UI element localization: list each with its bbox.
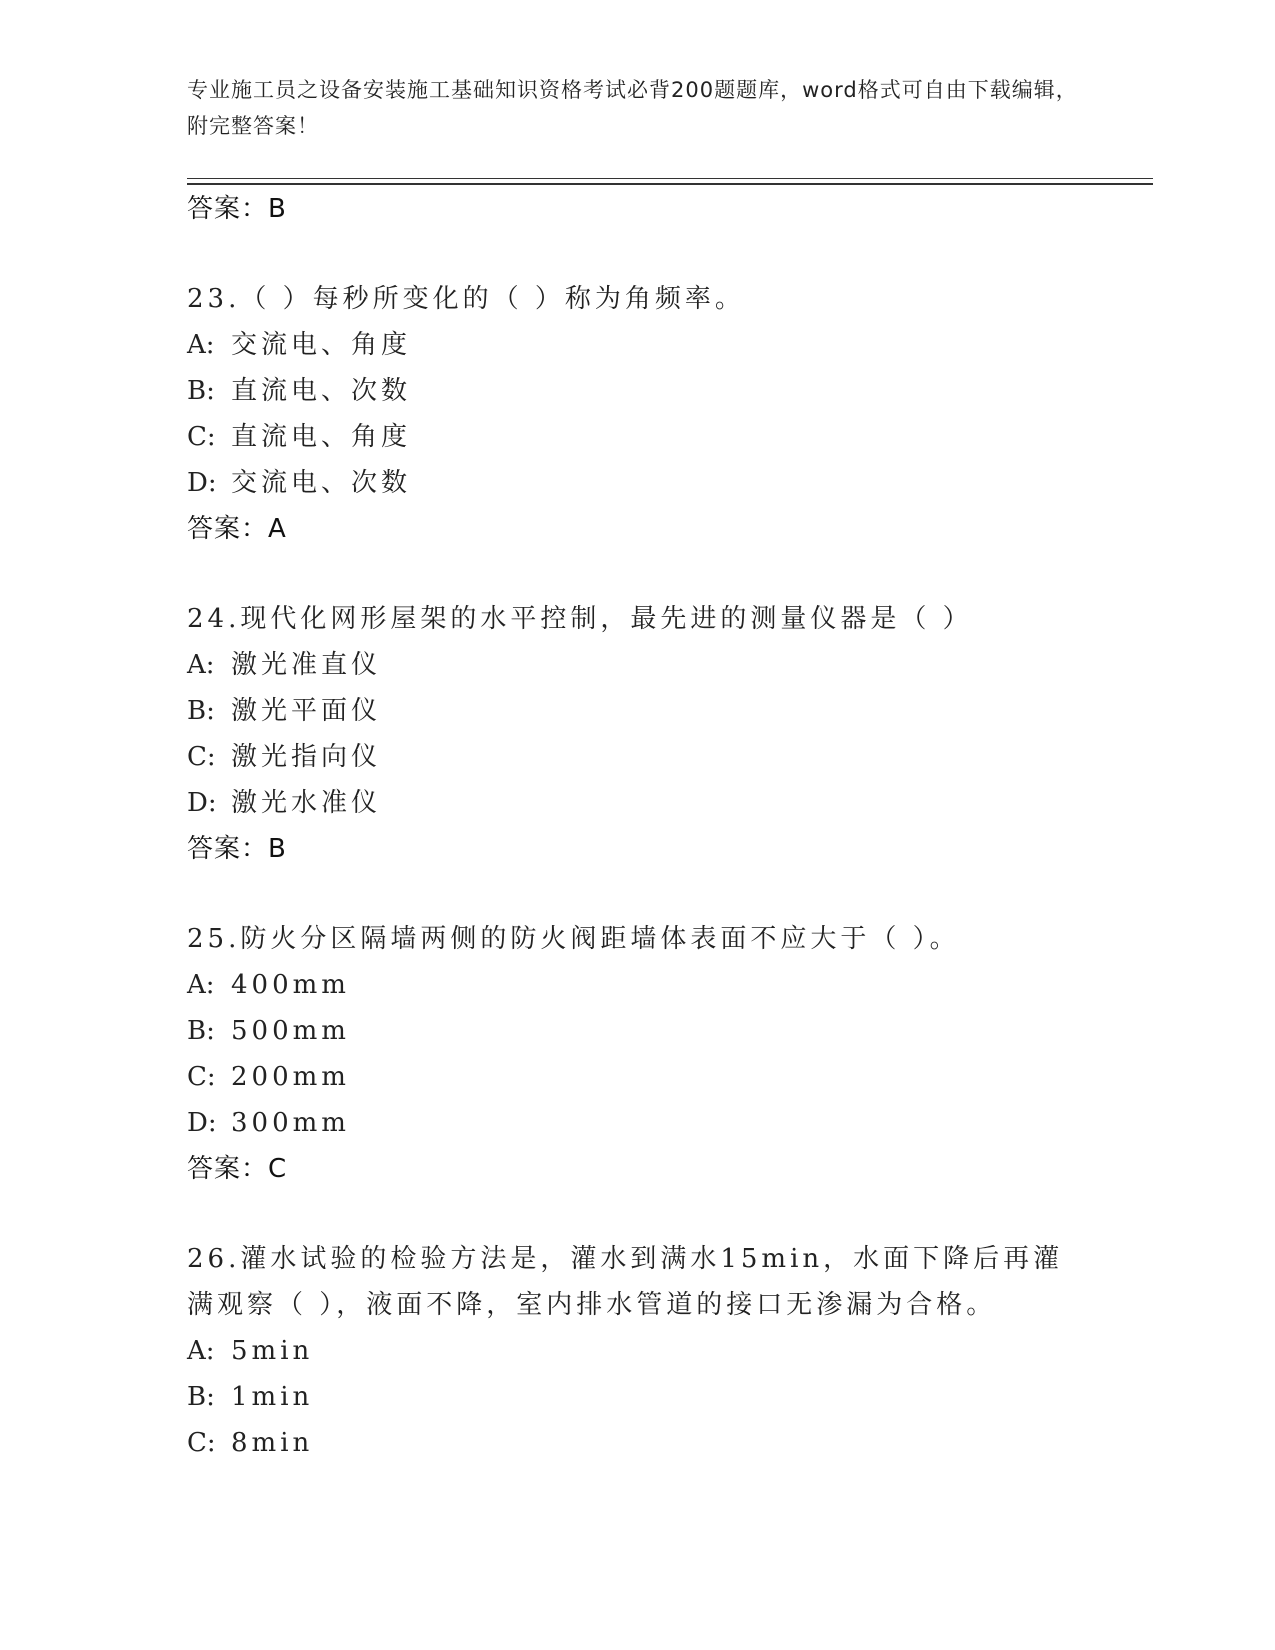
option-key: A: [187,330,215,360]
option-key: D: [187,468,217,498]
option-text: 8min [231,1428,314,1458]
option-a [187,642,1077,688]
option-text: 400mm [231,970,350,1000]
option-b [187,368,1077,414]
question-text: 26.灌水试验的检验方法是，灌水到满水15min，水面下降后再灌满观察（ ），液面不降，室内排水管道的接口无渗漏为合格。 [187,1244,1064,1320]
option-text: 500mm [231,1016,350,1046]
option-text: 1min [231,1382,314,1412]
option-key: A: [187,650,215,680]
spacer [187,232,1077,276]
option-text: 交流电、角度 [231,330,412,360]
option-text: 激光准直仪 [231,650,382,680]
option-d [187,1100,1077,1146]
option-key: D: [187,1108,217,1138]
option-key: C: [187,1062,216,1092]
option-key: B: [187,376,215,406]
option-c [187,414,1077,460]
option-c [187,734,1077,780]
option-key: A: [187,970,215,1000]
option-c [187,1054,1077,1100]
answer-line: 答案：A [187,514,287,544]
option-text: 激光水准仪 [231,788,382,818]
question-block [187,916,1077,1192]
option-d [187,780,1077,826]
option-text: 300mm [231,1108,350,1138]
option-key: B: [187,1016,215,1046]
option-key: D: [187,788,217,818]
spacer [187,872,1077,916]
question-text: 24.现代化网形屋架的水平控制，最先进的测量仪器是（ ） [187,604,973,634]
option-text: 直流电、角度 [231,422,412,452]
question-text: 23.（ ）每秒所变化的（ ）称为角频率。 [187,284,745,314]
answer-line: 答案：C [187,1154,288,1184]
option-key: B: [187,696,215,726]
spacer [187,552,1077,596]
option-key: A: [187,1336,215,1366]
question-list [187,186,1077,1466]
option-c [187,1420,1077,1466]
option-d [187,460,1077,506]
question-block [187,596,1077,872]
option-key: B: [187,1382,215,1412]
option-b [187,688,1077,734]
header-divider-thin [187,178,1153,179]
spacer [187,1192,1077,1236]
answer-line: 答案：B [187,834,287,864]
option-text: 激光指向仪 [231,742,382,772]
option-key: C: [187,1428,216,1458]
question-block [187,1236,1077,1466]
question-block [187,276,1077,552]
option-text: 交流电、次数 [231,468,412,498]
option-text: 激光平面仪 [231,696,382,726]
option-b [187,1008,1077,1054]
question-text: 25.防火分区隔墙两侧的防火阀距墙体表面不应大于（ ）。 [187,924,960,954]
option-a [187,322,1077,368]
answer-line: 答案：B [187,194,287,224]
option-key: C: [187,742,216,772]
header-divider-thick [187,183,1153,185]
option-b [187,1374,1077,1420]
option-a [187,962,1077,1008]
option-text: 直流电、次数 [231,376,412,406]
option-a [187,1328,1077,1374]
option-text: 200mm [231,1062,350,1092]
option-text: 5min [231,1336,314,1366]
page-header-title: 专业施工员之设备安装施工基础知识资格考试必背200题题库，word格式可自由下载编辑，附完整答案！ [187,78,1078,138]
option-key: C: [187,422,216,452]
